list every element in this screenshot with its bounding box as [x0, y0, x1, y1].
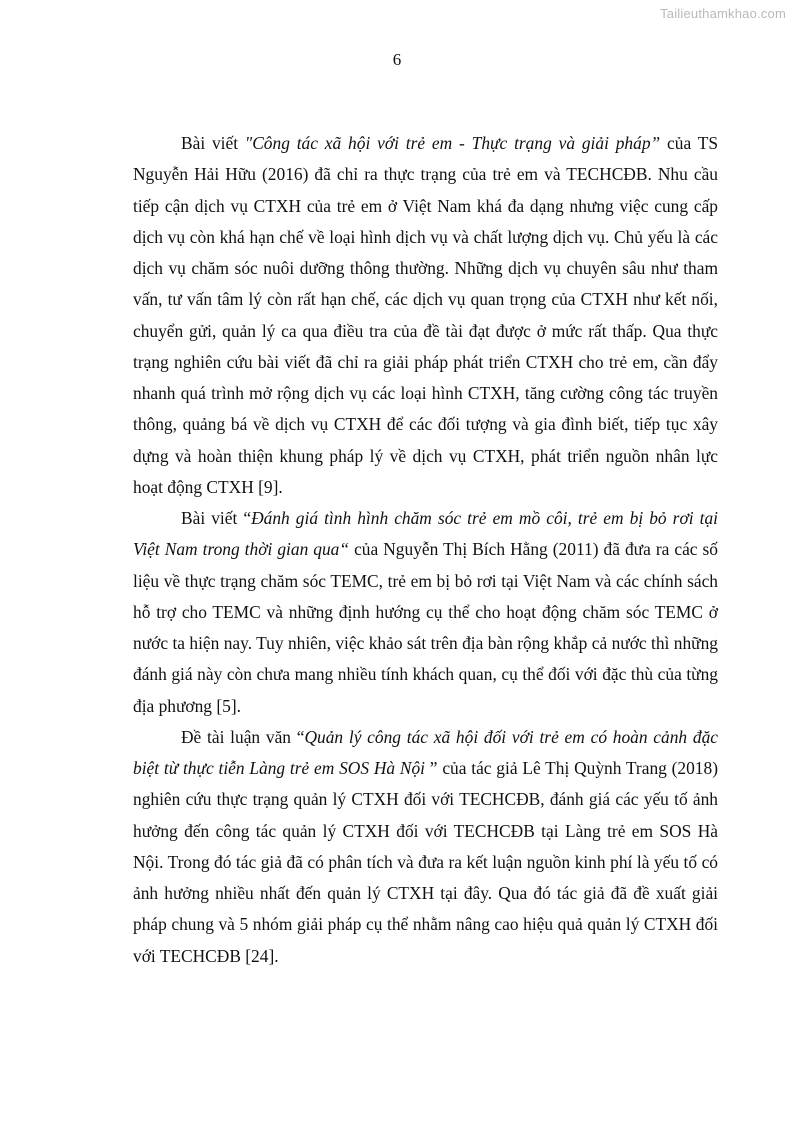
paragraph-2-cited-title: Đánh giá tình hình chăm sóc trẻ em mồ côi, trẻ em bị bỏ rơi tại Việt Nam trong thời gian qua“	[133, 508, 718, 560]
document-body	[133, 128, 718, 972]
page-number: 6	[392, 50, 402, 69]
paragraph-1-cited-title: "Công tác xã hội với trẻ em - Thực trạng và giải pháp”	[244, 133, 661, 153]
paragraph-3-body: ” của tác giả Lê Thị Quỳnh Trang (2018) nghiên cứu thực trạng quản lý CTXH đối với TECHCĐB, đánh giá các yếu tố ảnh hưởng đến công tác quản lý CTXH đối với TECHCĐB tại Làng trẻ em SOS Hà Nội. Trong đó tác giả đã có phân tích và đưa ra kết luận nguồn kinh phí là yếu tố có ảnh hưởng nhiều nhất đến quản lý CTXH tại đây. Qua đó tác giả đã đề xuất giải pháp chung và 5 nhóm giải pháp cụ thể nhằm nâng cao hiệu quả quản lý CTXH đối với TECHCĐB [24].	[133, 758, 718, 966]
paragraph-2-body: của Nguyễn Thị Bích Hằng (2011) đã đưa ra các số liệu về thực trạng chăm sóc TEMC, trẻ em bị bỏ rơi tại Việt Nam và các chính sách hỗ trợ cho TEMC và những định hướng cụ thể cho hoạt động chăm sóc TEMC ở nước ta hiện nay. Tuy nhiên, việc khảo sát trên địa bàn rộng khắp cả nước thì những đánh giá này còn chưa mang nhiều tính khách quan, cụ thể đối với đặc thù của từng địa phương [5].	[133, 539, 718, 716]
paragraph-1-lead: Bài viết	[181, 133, 245, 153]
paragraph-3	[133, 722, 718, 972]
paragraph-1	[133, 128, 718, 503]
paragraph-1-body: của TS Nguyễn Hải Hữu (2016) đã chỉ ra thực trạng của trẻ em và TECHCĐB. Nhu cầu tiếp cận dịch vụ CTXH của trẻ em ở Việt Nam khá đa dạng nhưng việc cung cấp dịch vụ còn khá hạn chế về loại hình dịch vụ và chất lượng dịch vụ. Chủ yếu là các dịch vụ chăm sóc nuôi dưỡng thông thường. Những dịch vụ chuyên sâu như tham vấn, tư vấn tâm lý còn rất hạn chế, các dịch vụ quan trọng của CTXH như kết nối, chuyển gửi, quản lý ca qua điều tra của đề tài đạt được ở mức rất thấp. Qua thực trạng nghiên cứu bài viết đã chỉ ra giải pháp phát triển CTXH cho trẻ em, cần đẩy nhanh quá trình mở rộng dịch vụ các loại hình CTXH, tăng cường công tác truyền thông, quảng bá về dịch vụ CTXH để các đối tượng và gia đình biết, tiếp tục xây dựng và hoàn thiện khung pháp lý về dịch vụ CTXH, phát triển nguồn nhân lực hoạt động CTXH [9].	[133, 133, 718, 497]
paragraph-2	[133, 503, 718, 722]
watermark: Tailieuthamkhao.com	[660, 6, 786, 21]
paragraph-2-lead: Bài viết “	[181, 508, 252, 528]
paragraph-3-cited-title: Quản lý công tác xã hội đối với trẻ em có hoàn cảnh đặc biệt từ thực tiễn Làng trẻ em SOS Hà Nội	[133, 726, 718, 778]
paragraph-3-lead: Đề tài luận văn “	[181, 726, 305, 747]
